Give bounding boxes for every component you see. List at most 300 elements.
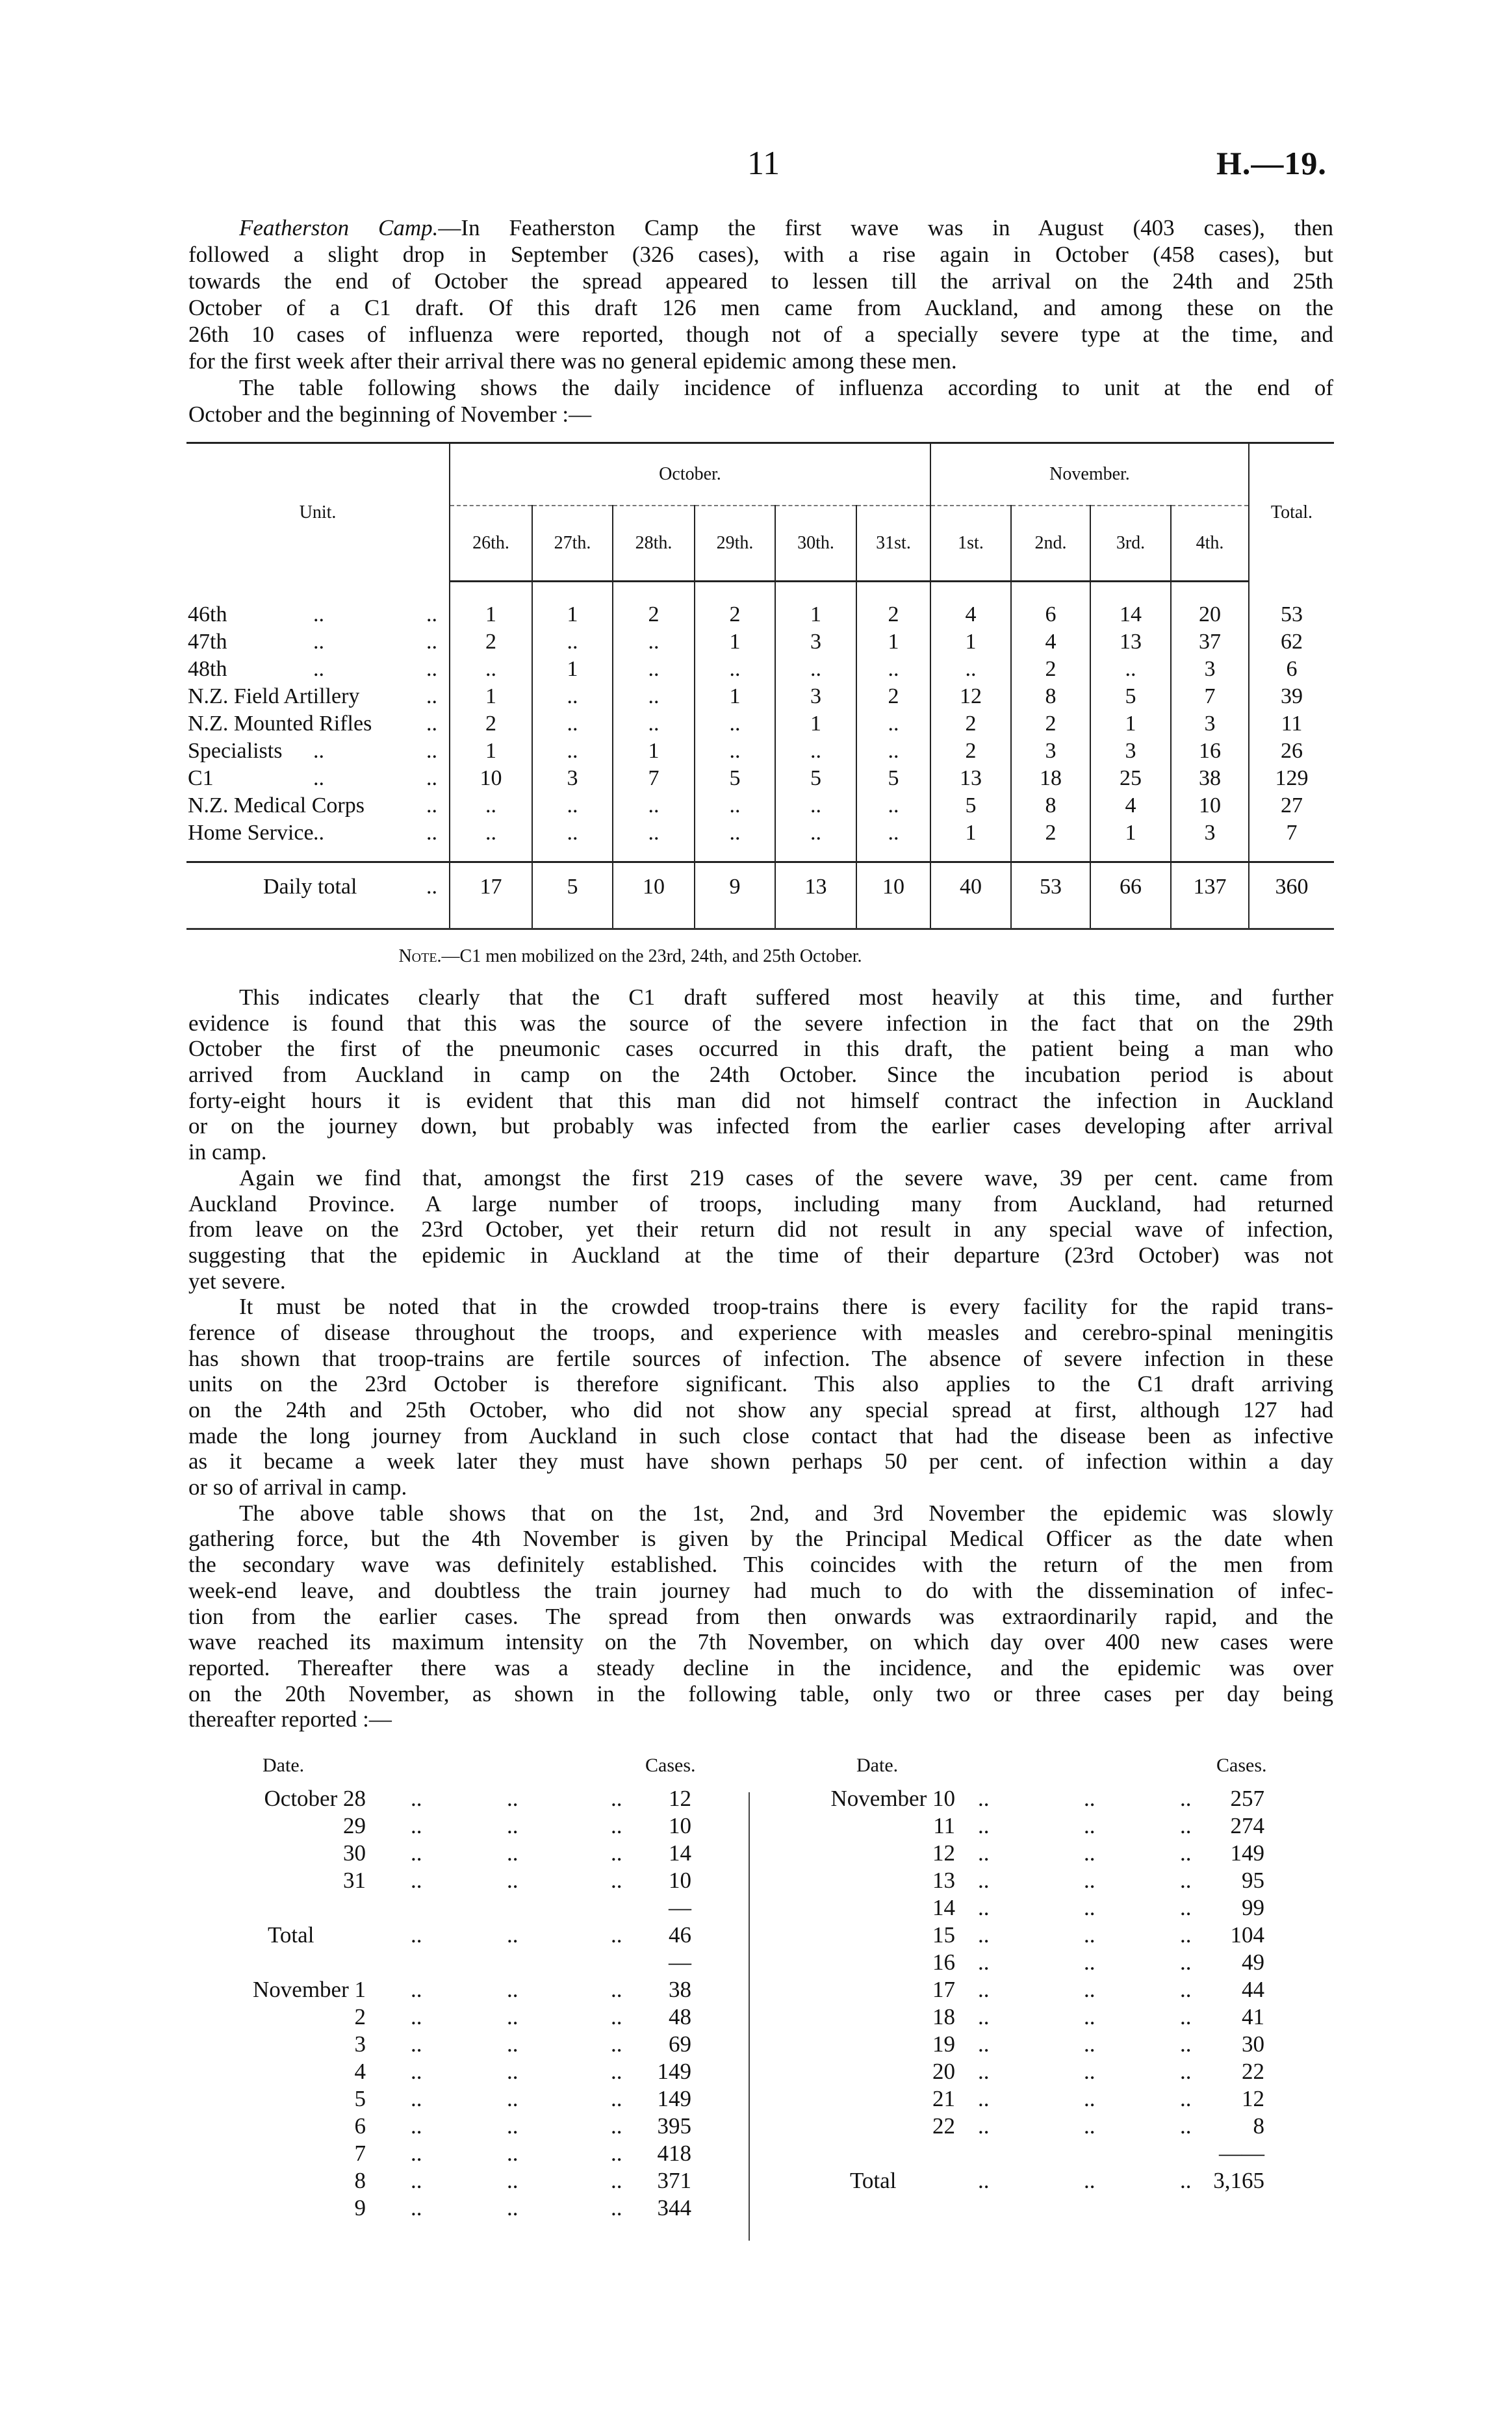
leader-dots: .. xyxy=(507,1840,519,1866)
leader-dots: .. xyxy=(1084,2113,1096,2139)
spacer-cell xyxy=(930,911,1011,929)
leader-dots: .. xyxy=(507,2141,519,2166)
leader-dots: .. xyxy=(411,2168,422,2193)
spacer-cell xyxy=(613,582,695,601)
leader-dots: .. xyxy=(411,1977,422,2002)
text-line: This indicates clearly that the C1 draft suffered most heavily at this time, and further xyxy=(239,985,1333,1010)
daily-total-value: 13 xyxy=(775,862,856,911)
cell-value: .. xyxy=(775,656,856,683)
day-label: 20 xyxy=(932,2059,955,2084)
unit-name xyxy=(186,601,450,628)
spacer-cell xyxy=(856,582,930,601)
leader-dots: .. xyxy=(426,820,437,845)
date-label xyxy=(343,1840,366,1866)
cell-value: 7 xyxy=(613,765,695,792)
day-label: 2 xyxy=(354,2004,366,2029)
spacer-cell xyxy=(1171,911,1249,929)
day-label: 29 xyxy=(343,1813,366,1838)
cell-value: 4 xyxy=(1090,792,1171,819)
leader-dots: .. xyxy=(978,1950,990,1975)
leader-dots: .. xyxy=(313,766,324,790)
date-label xyxy=(932,2031,955,2057)
date-label xyxy=(932,2059,955,2085)
unit-incidence-table xyxy=(186,442,1334,930)
unit-name xyxy=(186,683,450,710)
table-row xyxy=(186,792,1334,819)
unit-label: 48th xyxy=(188,656,227,681)
daily-total-value: 53 xyxy=(1011,862,1090,911)
cell-value: 1 xyxy=(775,710,856,738)
cell-value: 2 xyxy=(856,601,930,628)
unit-name xyxy=(186,765,450,792)
leader-dots: .. xyxy=(426,711,437,736)
cell-value: .. xyxy=(775,738,856,765)
line-text: for the first week after their arrival there was no general epidemic among these men. xyxy=(188,348,957,374)
cases-value: 69 xyxy=(669,2031,691,2057)
cell-value: 1 xyxy=(930,628,1011,656)
date-label xyxy=(355,2168,366,2194)
date-label xyxy=(831,1786,955,1812)
text-line: The above table shows that on the 1st, 2nd, and 3rd November the epidemic was slowly xyxy=(239,1500,1333,1526)
text-line: It must be noted that in the crowded troop-trains there is every facility for the rapid trans- xyxy=(239,1294,1333,1320)
leader-dots: .. xyxy=(507,1786,519,1811)
day-label: 4 xyxy=(354,2059,366,2084)
leader-dots: .. xyxy=(978,1813,990,1838)
note-text: —C1 men mobilized on the 23rd, 24th, and 25th October. xyxy=(441,946,862,966)
text-line xyxy=(188,321,1333,348)
text-line: units on the 23rd October is therefore significant. This also applies to the C1 draft arriving xyxy=(188,1371,1333,1397)
spacer-cell xyxy=(450,582,532,601)
day-label: 18 xyxy=(932,2004,955,2029)
daily-total-value: 10 xyxy=(856,862,930,911)
cell-value: 1 xyxy=(930,819,1011,847)
leader-dots: .. xyxy=(411,2195,422,2221)
leader-dots: .. xyxy=(313,738,324,763)
leader-dots: .. xyxy=(507,1977,519,2002)
cell-value: .. xyxy=(930,656,1011,683)
table-row xyxy=(186,710,1334,738)
cell-value: .. xyxy=(450,819,532,847)
date-header: Date. xyxy=(856,1755,899,1776)
leader-dots: .. xyxy=(978,1895,990,1920)
spacer-cell xyxy=(930,582,1011,601)
cell-value: .. xyxy=(856,710,930,738)
cell-value: 5 xyxy=(856,765,930,792)
october-header: October. xyxy=(450,443,930,506)
leader-dots: .. xyxy=(611,2168,622,2193)
cell-value: 4 xyxy=(930,601,1011,628)
cell-value: .. xyxy=(775,819,856,847)
cell-value: 1 xyxy=(1090,819,1171,847)
leader-dots: .. xyxy=(978,2031,990,2057)
unit-name xyxy=(186,656,450,683)
cases-value: 41 xyxy=(1242,2004,1264,2029)
leader-dots: .. xyxy=(507,1922,519,1948)
day-label: 31 xyxy=(343,1868,366,1893)
date-label xyxy=(932,1840,955,1866)
cases-value: 344 xyxy=(657,2195,691,2221)
cell-value: .. xyxy=(613,710,695,738)
date-label xyxy=(355,2086,366,2112)
cases-value: 3,165 xyxy=(1213,2168,1264,2193)
day-label: 3 xyxy=(354,2031,366,2057)
cases-value: 149 xyxy=(657,2059,691,2084)
unit-label: N.Z. Medical Corps xyxy=(188,793,365,817)
cell-value: 13 xyxy=(930,765,1011,792)
date-label xyxy=(932,1977,955,2003)
table-header-row xyxy=(186,443,1334,506)
unit-name xyxy=(186,710,450,738)
cases-value: 46 xyxy=(669,1922,691,1948)
cell-value: 6 xyxy=(1011,601,1090,628)
month-label: November xyxy=(830,1786,927,1811)
unit-label: 46th xyxy=(188,602,227,626)
cases-value: 10 xyxy=(669,1813,691,1838)
total-header: Total. xyxy=(1249,443,1334,582)
leader-dots: .. xyxy=(1084,2031,1096,2057)
row-total: 39 xyxy=(1249,683,1334,710)
cell-value: .. xyxy=(613,656,695,683)
daily-total-label-cell xyxy=(186,862,450,911)
cell-value: .. xyxy=(532,628,613,656)
cell-value: 37 xyxy=(1171,628,1249,656)
leader-dots: .. xyxy=(611,2059,622,2084)
spacer-cell xyxy=(1090,911,1171,929)
spacer-cell xyxy=(186,911,450,929)
text-line: from leave on the 23rd October, yet their return did not result in any special wave of infection, xyxy=(188,1216,1333,1242)
leader-dots: .. xyxy=(611,1977,622,2002)
date-label xyxy=(932,2086,955,2112)
spacer-cell xyxy=(1171,847,1249,862)
spacer-cell xyxy=(1090,847,1171,862)
cases-value: 149 xyxy=(1230,1840,1264,1866)
cell-value: .. xyxy=(856,738,930,765)
cell-value: .. xyxy=(695,710,775,738)
cell-value: 1 xyxy=(613,738,695,765)
row-total: 26 xyxy=(1249,738,1334,765)
spacer-row xyxy=(186,911,1334,929)
leader-dots: .. xyxy=(411,2113,422,2139)
cell-value: 12 xyxy=(930,683,1011,710)
cell-value: 1 xyxy=(856,628,930,656)
leader-dots: .. xyxy=(611,2141,622,2166)
leader-dots: .. xyxy=(411,2031,422,2057)
spacer-cell xyxy=(1011,911,1090,929)
leader-dots: .. xyxy=(978,2168,990,2193)
daily-total-value: 66 xyxy=(1090,862,1171,911)
cell-value: 38 xyxy=(1171,765,1249,792)
cell-value: 10 xyxy=(1171,792,1249,819)
text-line: the secondary wave was definitely established. This coincides with the return of the men from xyxy=(188,1552,1333,1578)
leader-dots: .. xyxy=(1180,1813,1192,1838)
cell-value: 2 xyxy=(450,628,532,656)
cell-value: .. xyxy=(695,656,775,683)
cell-value: 1 xyxy=(450,601,532,628)
text-line: week-end leave, and doubtless the train journey had much to do with the dissemination of infec- xyxy=(188,1577,1333,1603)
leader-dots: .. xyxy=(411,2141,422,2166)
leader-dots: .. xyxy=(411,2004,422,2029)
leader-dots: .. xyxy=(1180,2113,1192,2139)
table-row xyxy=(186,601,1334,628)
cell-value: .. xyxy=(695,792,775,819)
day-label: 14 xyxy=(932,1895,955,1920)
table-row xyxy=(186,819,1334,847)
leader-dots: .. xyxy=(507,2031,519,2057)
total-label: Total xyxy=(268,1922,314,1948)
leader-dots: .. xyxy=(313,656,324,681)
cases-value: 10 xyxy=(669,1868,691,1893)
day-label: 1 xyxy=(354,1977,366,2002)
table-row xyxy=(186,656,1334,683)
text-line xyxy=(188,268,1333,294)
total-rule: — xyxy=(669,1950,691,1975)
date-label xyxy=(264,1786,366,1812)
column-divider xyxy=(749,1792,750,2241)
day-label: 28 xyxy=(343,1786,366,1811)
date-label xyxy=(932,1922,955,1948)
date-label xyxy=(355,2195,366,2221)
cases-value: 48 xyxy=(669,2004,691,2029)
line-text: followed a slight drop in September (326 cases), with a rise again in October (458 cases), but xyxy=(188,242,1333,267)
leader-dots: .. xyxy=(1084,1813,1096,1838)
leader-dots: .. xyxy=(1084,1840,1096,1866)
text-line: wave reached its maximum intensity on the 7th November, on which day over 400 new cases were xyxy=(188,1629,1333,1655)
cell-value: 1 xyxy=(775,601,856,628)
leader-dots: .. xyxy=(426,793,437,817)
text-line: has shown that troop-trains are fertile sources of infection. The absence of severe infection in these xyxy=(188,1345,1333,1371)
leader-dots: .. xyxy=(426,629,437,654)
leader-dots: .. xyxy=(611,2113,622,2139)
text-line xyxy=(188,348,1333,374)
leader-dots: .. xyxy=(507,1868,519,1893)
leader-dots: .. xyxy=(1180,1786,1192,1811)
leader-dots: .. xyxy=(411,1813,422,1838)
leader-dots: .. xyxy=(313,629,324,654)
unit-label: Home Service xyxy=(188,820,314,845)
cell-value: .. xyxy=(613,819,695,847)
cell-value: 14 xyxy=(1090,601,1171,628)
leader-dots: .. xyxy=(1180,1895,1192,1920)
cases-value: 30 xyxy=(1242,2031,1264,2057)
text-line: on the 20th November, as shown in the following table, only two or three cases per day being xyxy=(188,1680,1333,1706)
grand-total: 360 xyxy=(1249,862,1334,911)
cell-value: .. xyxy=(1090,656,1171,683)
daily-total-value: 9 xyxy=(695,862,775,911)
leader-dots: .. xyxy=(1084,2086,1096,2111)
cases-value: 257 xyxy=(1230,1786,1264,1811)
spacer-cell xyxy=(775,582,856,601)
text-line: as it became a week later they must have shown perhaps 50 per cent. of infection within a day xyxy=(188,1448,1333,1474)
cell-value: .. xyxy=(695,819,775,847)
cell-value: 1 xyxy=(450,683,532,710)
text-line xyxy=(188,294,1333,321)
cell-value: 3 xyxy=(1171,710,1249,738)
text-line: forty-eight hours it is evident that this man did not himself contract the infection in Auckland xyxy=(188,1087,1333,1113)
cell-value: 3 xyxy=(1090,738,1171,765)
day-label: 9 xyxy=(354,2195,366,2221)
leader-dots: .. xyxy=(1180,2004,1192,2029)
text-line: thereafter reported :— xyxy=(188,1706,392,1732)
month-label: November xyxy=(253,1977,349,2002)
table-row xyxy=(186,765,1334,792)
spacer-cell xyxy=(695,911,775,929)
cell-value: 5 xyxy=(695,765,775,792)
leader-dots: .. xyxy=(611,1840,622,1866)
leader-dots: .. xyxy=(611,1868,622,1893)
cases-header: Cases. xyxy=(645,1755,696,1776)
leader-dots: .. xyxy=(411,1840,422,1866)
date-label xyxy=(355,2141,366,2167)
cell-value: 2 xyxy=(930,710,1011,738)
cases-value: 12 xyxy=(1242,2086,1264,2111)
daily-total-value: 137 xyxy=(1171,862,1249,911)
daily-total-value: 5 xyxy=(532,862,613,911)
leader-dots: .. xyxy=(426,738,437,763)
row-total: 27 xyxy=(1249,792,1334,819)
unit-column-header: Unit. xyxy=(186,443,450,582)
leader-dots: .. xyxy=(411,2059,422,2084)
text-line: Auckland Province. A large number of troops, including many from Auckland, had returned xyxy=(188,1191,1333,1216)
cell-value: .. xyxy=(532,792,613,819)
text-line: in camp. xyxy=(188,1139,267,1165)
cases-header: Cases. xyxy=(1216,1755,1267,1776)
date-label xyxy=(355,2004,366,2030)
daily-total-value: 40 xyxy=(930,862,1011,911)
spacer-cell xyxy=(775,847,856,862)
leader-dots: .. xyxy=(507,1813,519,1838)
leader-dots: .. xyxy=(1180,1977,1192,2002)
cell-value: 16 xyxy=(1171,738,1249,765)
leader-dots: .. xyxy=(507,2086,519,2111)
day-label: 8 xyxy=(354,2168,366,2193)
daily-total-label: Daily total xyxy=(263,874,357,899)
unit-name xyxy=(186,738,450,765)
day-label: 15 xyxy=(932,1922,955,1948)
date-label xyxy=(932,1895,955,1921)
text-line: or on the journey down, but probably was infected from the earlier cases developing after arrival xyxy=(188,1113,1333,1139)
cases-value: 14 xyxy=(669,1840,691,1866)
cell-value: 8 xyxy=(1011,792,1090,819)
cell-value: 2 xyxy=(695,601,775,628)
cell-value: 25 xyxy=(1090,765,1171,792)
line-text: 26th 10 cases of influenza were reported, though not of a specially severe type at the time, and xyxy=(188,322,1333,347)
cases-value: 12 xyxy=(669,1786,691,1811)
document-reference: H.—19. xyxy=(1216,145,1327,181)
table-row xyxy=(186,683,1334,710)
cell-value: 10 xyxy=(450,765,532,792)
leader-dots: .. xyxy=(1180,1950,1192,1975)
intro-section xyxy=(188,214,1333,428)
row-total: 7 xyxy=(1249,819,1334,847)
leader-dots: .. xyxy=(1180,1922,1192,1948)
spacer-cell xyxy=(450,911,532,929)
date-label xyxy=(343,1813,366,1839)
cases-value: 8 xyxy=(1253,2113,1264,2139)
leader-dots: .. xyxy=(978,1977,990,2002)
date-label xyxy=(932,1950,955,1976)
text-line xyxy=(188,241,1333,268)
unit-name xyxy=(186,819,450,847)
cases-value: 44 xyxy=(1242,1977,1264,2002)
day-label: 19 xyxy=(932,2031,955,2057)
unit-label: N.Z. Field Artillery xyxy=(188,684,360,708)
leader-dots: .. xyxy=(411,2086,422,2111)
day-header: 29th. xyxy=(695,506,775,582)
leader-dots: .. xyxy=(1180,2086,1192,2111)
date-label xyxy=(355,2113,366,2139)
spacer-row xyxy=(186,582,1334,601)
day-label: 11 xyxy=(933,1813,955,1838)
spacer-cell xyxy=(856,847,930,862)
leader-dots: .. xyxy=(978,2004,990,2029)
spacer-cell xyxy=(613,847,695,862)
cell-value: 1 xyxy=(1090,710,1171,738)
cases-value: 22 xyxy=(1242,2059,1264,2084)
cell-value: 2 xyxy=(450,710,532,738)
cell-value: 3 xyxy=(775,628,856,656)
text-line: yet severe. xyxy=(188,1268,286,1294)
leader-dots: .. xyxy=(426,766,437,790)
line-text: towards the end of October the spread appeared to lessen till the arrival on the 24th and 25th xyxy=(188,268,1333,294)
spacer-cell xyxy=(1011,582,1090,601)
leader-dots: .. xyxy=(978,1868,990,1893)
day-header: 2nd. xyxy=(1011,506,1090,582)
day-header: 1st. xyxy=(930,506,1011,582)
leader-dots: .. xyxy=(1084,1868,1096,1893)
leader-dots: .. xyxy=(611,2031,622,2057)
text-line: October the first of the pneumonic cases occurred in this draft, the patient being a man who xyxy=(188,1036,1333,1062)
leader-dots: .. xyxy=(978,1786,990,1811)
text-line: tion from the earlier cases. The spread from then onwards was extraordinarily rapid, and the xyxy=(188,1603,1333,1629)
total-rule: —— xyxy=(1219,2141,1264,2166)
day-header: 31st. xyxy=(856,506,930,582)
daily-total-row xyxy=(186,862,1334,911)
day-label: 17 xyxy=(932,1977,955,2002)
leader-dots: .. xyxy=(611,2195,622,2221)
spacer-cell xyxy=(775,911,856,929)
day-label: 7 xyxy=(354,2141,366,2166)
leader-dots: .. xyxy=(1180,2168,1192,2193)
unit-label: N.Z. Mounted Rifles xyxy=(188,711,372,736)
spacer-cell xyxy=(856,911,930,929)
spacer-cell xyxy=(1249,582,1334,601)
page-number: 11 xyxy=(747,145,780,182)
spacer-cell xyxy=(695,582,775,601)
leader-dots: .. xyxy=(411,1786,422,1811)
leader-dots: .. xyxy=(1084,1977,1096,2002)
leader-dots: .. xyxy=(611,1922,622,1948)
cases-value: 395 xyxy=(657,2113,691,2139)
day-label: 16 xyxy=(932,1950,955,1975)
leader-dots: .. xyxy=(978,2113,990,2139)
cases-value: 149 xyxy=(657,2086,691,2111)
leader-dots: .. xyxy=(611,1813,622,1838)
day-label: 22 xyxy=(932,2113,955,2139)
cell-value: .. xyxy=(856,819,930,847)
day-header: 28th. xyxy=(613,506,695,582)
leader-dots: .. xyxy=(411,1868,422,1893)
day-label: 21 xyxy=(932,2086,955,2111)
day-label: 5 xyxy=(354,2086,366,2111)
leader-dots: .. xyxy=(1180,2031,1192,2057)
day-header: 26th. xyxy=(450,506,532,582)
cell-value: .. xyxy=(613,792,695,819)
text-line: made the long journey from Auckland in such close contact that had the disease been as infective xyxy=(188,1422,1333,1448)
cell-value: 2 xyxy=(1011,656,1090,683)
leader-dots: .. xyxy=(611,1786,622,1811)
line-text: October of a C1 draft. Of this draft 126 men came from Auckland, and among these on the xyxy=(188,295,1333,320)
cell-value: .. xyxy=(532,710,613,738)
